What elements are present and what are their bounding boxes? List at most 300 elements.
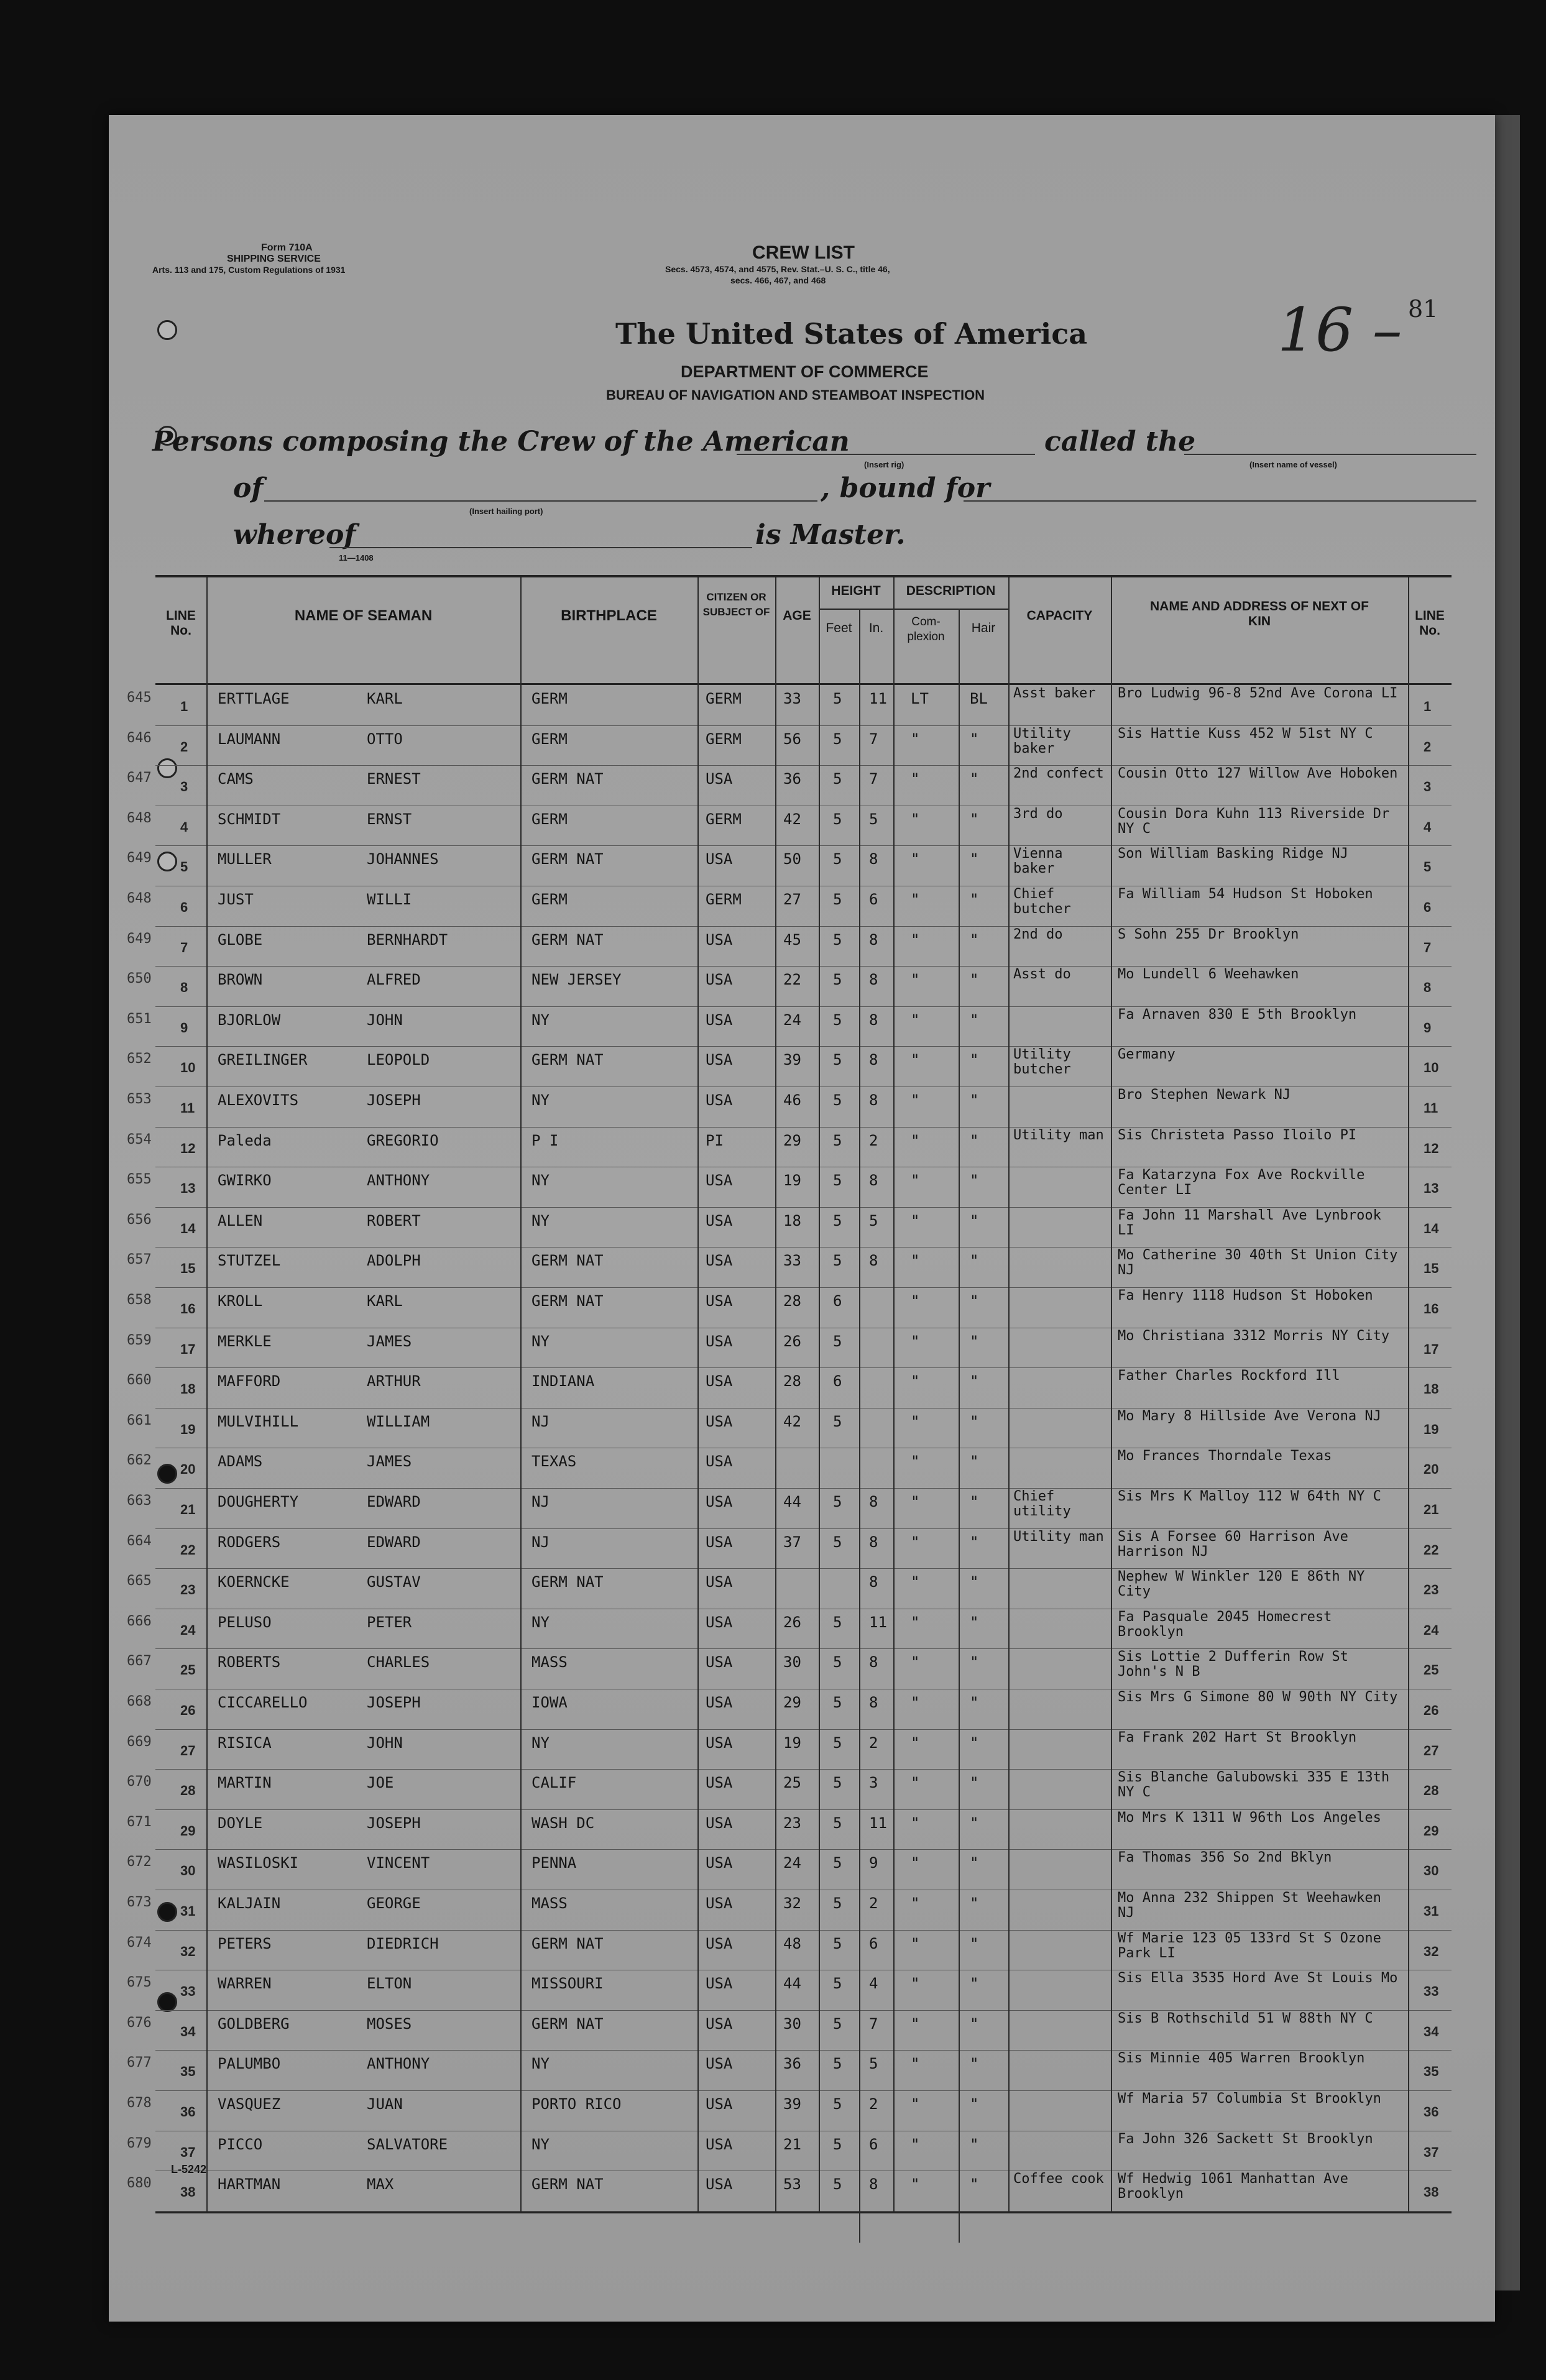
line-number: 35 xyxy=(180,2064,196,2080)
next-of-kin: Sis A Forsee 60 Harrison Ave Harrison NJ xyxy=(1118,1528,1348,1560)
next-of-kin: Fa Arnaven 830 E 5th Brooklyn xyxy=(1118,1006,1357,1022)
ledger-number: 651 xyxy=(127,1011,152,1027)
line-number-right: 11 xyxy=(1424,1100,1438,1116)
age: 32 xyxy=(783,1895,801,1912)
height-feet: 5 xyxy=(833,1975,842,1993)
birthplace: NY xyxy=(531,2135,550,2153)
citizenship: USA xyxy=(706,2015,733,2033)
citizenship: USA xyxy=(706,2176,733,2194)
citizenship: USA xyxy=(706,1493,733,1510)
table-row xyxy=(127,1568,1452,1609)
hair: " xyxy=(970,810,979,828)
master-blank xyxy=(329,547,752,548)
capacity: Chief utility xyxy=(1013,1489,1071,1519)
table-row xyxy=(127,1809,1452,1850)
line-number: 10 xyxy=(180,1060,196,1076)
height-feet: 5 xyxy=(833,971,842,989)
table-row xyxy=(127,966,1452,1007)
complexion: " xyxy=(911,1131,920,1149)
line-number: 27 xyxy=(180,1742,196,1758)
height-inches: 8 xyxy=(869,971,878,989)
ledger-number: 675 xyxy=(127,1975,152,1991)
hair: " xyxy=(970,2015,979,2033)
line-number-right: 7 xyxy=(1424,939,1432,955)
ledger-number: 662 xyxy=(127,1453,152,1469)
next-of-kin: Bro Ludwig 96-8 52nd Ave Corona LI xyxy=(1118,686,1398,701)
line-number-right: 21 xyxy=(1424,1502,1439,1517)
height-feet: 5 xyxy=(833,1774,842,1792)
crew-line-2a: of xyxy=(233,472,264,504)
seaman-given-name: GEORGE xyxy=(367,1895,421,1912)
header-age: AGE xyxy=(783,609,811,623)
table-row xyxy=(127,1247,1452,1288)
complexion: " xyxy=(911,1011,920,1029)
table-row xyxy=(127,2010,1452,2051)
seaman-given-name: GUSTAV xyxy=(367,1573,421,1591)
handwritten-page-number: 16 – xyxy=(1277,295,1402,365)
citizenship: USA xyxy=(706,1292,733,1310)
seaman-surname: WARREN xyxy=(218,1975,272,1993)
hair: " xyxy=(970,2095,979,2113)
complexion: " xyxy=(911,730,920,748)
next-of-kin: Sis Minnie 405 Warren Brooklyn xyxy=(1118,2051,1365,2067)
complexion: " xyxy=(911,1734,920,1752)
citizenship: GERM xyxy=(706,690,742,707)
age: 48 xyxy=(783,1934,801,1952)
height-inches: 4 xyxy=(869,1975,878,1993)
hair: " xyxy=(970,2135,979,2153)
table-row xyxy=(127,1087,1452,1128)
citizenship: USA xyxy=(706,1412,733,1430)
ledger-number: 659 xyxy=(127,1332,152,1348)
seaman-given-name: MAX xyxy=(367,2176,394,2194)
hair: " xyxy=(970,1453,979,1471)
seaman-surname: SCHMIDT xyxy=(218,810,281,828)
complexion: " xyxy=(911,1613,920,1631)
seaman-given-name: PETER xyxy=(367,1613,412,1631)
seaman-given-name: ANTHONY xyxy=(367,1172,430,1190)
line-number: 5 xyxy=(180,859,188,875)
hair: " xyxy=(970,1895,979,1912)
seaman-surname: KROLL xyxy=(218,1292,263,1310)
seaman-surname: ALLEN xyxy=(218,1211,263,1229)
complexion: " xyxy=(911,1854,920,1872)
complexion: " xyxy=(911,1453,920,1471)
insert-vessel-note: (Insert name of vessel) xyxy=(1249,460,1337,469)
capacity: Asst do xyxy=(1013,967,1071,983)
age: 45 xyxy=(783,930,801,949)
height-inches: 11 xyxy=(869,1814,887,1832)
age: 29 xyxy=(783,1131,801,1149)
seaman-given-name: KARL xyxy=(367,1292,403,1310)
line-number: 4 xyxy=(180,819,188,835)
header-description: DESCRIPTION xyxy=(906,584,996,598)
birthplace: IOWA xyxy=(531,1694,568,1711)
seaman-given-name: OTTO xyxy=(367,730,403,748)
age: 39 xyxy=(783,1051,801,1069)
next-of-kin: Sis Blanche Galubowski 335 E 13th NY C xyxy=(1118,1770,1390,1801)
height-inches: 9 xyxy=(869,1854,878,1872)
citizenship: USA xyxy=(706,850,733,868)
hair: " xyxy=(970,1211,979,1229)
height-feet: 5 xyxy=(833,2015,842,2033)
table-row xyxy=(127,2050,1452,2091)
line-number: 23 xyxy=(180,1582,196,1598)
height-inches: 2 xyxy=(869,1895,878,1912)
insert-port-note: (Insert hailing port) xyxy=(469,507,543,516)
citizenship: USA xyxy=(706,1172,733,1190)
seaman-surname: PELUSO xyxy=(218,1613,272,1631)
height-inches: 8 xyxy=(869,1252,878,1270)
age: 30 xyxy=(783,1653,801,1671)
hair: " xyxy=(970,1252,979,1270)
seaman-surname: ERTTLAGE xyxy=(218,690,290,707)
complexion: " xyxy=(911,1814,920,1832)
hair: " xyxy=(970,1734,979,1752)
header-next-of-kin: NAME AND ADDRESS OF NEXT OF KIN xyxy=(1150,599,1369,628)
age: 56 xyxy=(783,730,801,748)
seaman-surname: BJORLOW xyxy=(218,1011,281,1029)
line-number-right: 22 xyxy=(1424,1541,1439,1558)
ledger-number: 646 xyxy=(127,730,152,746)
table-row xyxy=(127,1609,1452,1650)
line-number-right: 35 xyxy=(1424,2064,1439,2080)
birthplace: TEXAS xyxy=(531,1453,577,1471)
subheader-rule xyxy=(819,609,1008,610)
hair: " xyxy=(970,1493,979,1510)
citizenship: GERM xyxy=(706,891,742,908)
seaman-surname: RISICA xyxy=(218,1734,272,1752)
line-number-right: 9 xyxy=(1424,1019,1432,1036)
line-number-right: 5 xyxy=(1424,859,1432,875)
height-inches: 5 xyxy=(869,2055,878,2073)
seaman-surname: MARTIN xyxy=(218,1774,272,1792)
ledger-number: 655 xyxy=(127,1172,152,1188)
hair: " xyxy=(970,1172,979,1190)
hair: " xyxy=(970,1131,979,1149)
height-feet: 5 xyxy=(833,1934,842,1952)
next-of-kin: Fa John 326 Sackett St Brooklyn xyxy=(1118,2131,1373,2147)
form-regs: Arts. 113 and 175, Custom Regulations of 1931 xyxy=(152,265,346,275)
line-number: 21 xyxy=(180,1502,196,1517)
next-of-kin: Mo Christiana 3312 Morris NY City xyxy=(1118,1328,1390,1344)
height-feet: 5 xyxy=(833,2176,842,2194)
citizenship: USA xyxy=(706,1814,733,1832)
line-number: 7 xyxy=(180,939,188,955)
line-number: 33 xyxy=(180,1983,196,2000)
hair: " xyxy=(970,2055,979,2073)
hair: " xyxy=(970,1653,979,1671)
birthplace: NY xyxy=(531,1734,550,1752)
birthplace: GERM xyxy=(531,690,568,707)
seaman-surname: MULVIHILL xyxy=(218,1412,299,1430)
height-feet: 5 xyxy=(833,1653,842,1671)
height-feet: 5 xyxy=(833,690,842,707)
next-of-kin: Fa Henry 1118 Hudson St Hoboken xyxy=(1118,1288,1373,1303)
line-number: 20 xyxy=(180,1461,196,1477)
citizenship: USA xyxy=(706,1653,733,1671)
seaman-surname: Paleda xyxy=(218,1131,272,1149)
hair: " xyxy=(970,1694,979,1711)
ledger-number: 649 xyxy=(127,930,152,947)
ledger-number: 648 xyxy=(127,891,152,906)
next-of-kin: S Sohn 255 Dr Brooklyn xyxy=(1118,926,1299,942)
form-service: SHIPPING SERVICE xyxy=(227,254,321,264)
line-number-right: 24 xyxy=(1424,1622,1439,1638)
age: 28 xyxy=(783,1292,801,1310)
next-of-kin: Mo Frances Thorndale Texas xyxy=(1118,1448,1332,1464)
birthplace: GERM NAT xyxy=(531,1934,604,1952)
line-number: 36 xyxy=(180,2104,196,2120)
complexion: " xyxy=(911,1252,920,1270)
line-number-right: 26 xyxy=(1424,1702,1439,1718)
header-height: HEIGHT xyxy=(831,584,881,598)
line-number: 16 xyxy=(180,1301,196,1316)
table-row xyxy=(127,1328,1452,1369)
seaman-surname: STUTZEL xyxy=(218,1252,281,1270)
line-number: 6 xyxy=(180,899,188,915)
hair: " xyxy=(970,1854,979,1872)
line-number: 19 xyxy=(180,1421,196,1437)
age: 29 xyxy=(783,1694,801,1711)
seaman-given-name: JOHN xyxy=(367,1734,403,1752)
line-number: 15 xyxy=(180,1261,196,1277)
seaman-surname: PETERS xyxy=(218,1934,272,1952)
header-name: NAME OF SEAMAN xyxy=(294,607,433,624)
height-inches: 8 xyxy=(869,1653,878,1671)
ledger-number: 658 xyxy=(127,1292,152,1308)
birthplace: GERM xyxy=(531,891,568,908)
height-feet: 5 xyxy=(833,1172,842,1190)
hair: " xyxy=(970,1573,979,1591)
birthplace: PORTO RICO xyxy=(531,2095,622,2113)
line-number-right: 19 xyxy=(1424,1421,1439,1437)
table-row xyxy=(127,1970,1452,2011)
birthplace: GERM NAT xyxy=(531,1051,604,1069)
line-number-right: 29 xyxy=(1424,1822,1439,1839)
birthplace: MASS xyxy=(531,1895,568,1912)
line-number: 37 xyxy=(180,2144,196,2160)
table-row xyxy=(127,1046,1452,1087)
age: 24 xyxy=(783,1011,801,1029)
hair: " xyxy=(970,1332,979,1350)
capacity: Chief butcher xyxy=(1013,886,1071,917)
citizenship: USA xyxy=(706,1211,733,1229)
birthplace: WASH DC xyxy=(531,1814,595,1832)
citizenship: USA xyxy=(706,1453,733,1471)
stamped-number: 81 xyxy=(1408,295,1438,323)
line-number-right: 25 xyxy=(1424,1662,1439,1678)
seaman-surname: GOLDBERG xyxy=(218,2015,290,2033)
seaman-given-name: ROBERT xyxy=(367,1211,421,1229)
citizenship: USA xyxy=(706,1051,733,1069)
birthplace: GERM xyxy=(531,730,568,748)
next-of-kin: Fa William 54 Hudson St Hoboken xyxy=(1118,886,1373,902)
ledger-number: 657 xyxy=(127,1252,152,1268)
birthplace: GERM NAT xyxy=(531,770,604,788)
table-row xyxy=(127,685,1452,726)
line-number: 32 xyxy=(180,1943,196,1959)
birthplace: NY xyxy=(531,1011,550,1029)
hair: " xyxy=(970,730,979,748)
seaman-surname: PALUMBO xyxy=(218,2055,281,2073)
hair: " xyxy=(970,930,979,949)
next-of-kin: Sis B Rothschild 51 W 88th NY C xyxy=(1118,2010,1373,2026)
table-row xyxy=(127,1849,1452,1890)
height-feet: 5 xyxy=(833,1694,842,1711)
height-feet: 5 xyxy=(833,770,842,788)
age: 44 xyxy=(783,1493,801,1510)
vessel-blank xyxy=(1184,454,1476,455)
height-inches: 8 xyxy=(869,1533,878,1551)
height-feet: 5 xyxy=(833,730,842,748)
height-feet: 5 xyxy=(833,2055,842,2073)
line-number: 2 xyxy=(180,738,188,755)
next-of-kin: Sis Mrs G Simone 80 W 90th NY City xyxy=(1118,1689,1398,1705)
complexion: " xyxy=(911,1774,920,1792)
ledger-number: 650 xyxy=(127,971,152,987)
birthplace: P I xyxy=(531,1131,559,1149)
age: 19 xyxy=(783,1172,801,1190)
height-feet: 5 xyxy=(833,1252,842,1270)
seaman-surname: CICCARELLO xyxy=(218,1694,308,1711)
complexion: " xyxy=(911,2055,920,2073)
height-inches: 8 xyxy=(869,1011,878,1029)
table-row xyxy=(127,1729,1452,1770)
height-feet: 5 xyxy=(833,1493,842,1510)
height-feet: 5 xyxy=(833,1734,842,1752)
birthplace: GERM NAT xyxy=(531,930,604,949)
seaman-given-name: JUAN xyxy=(367,2095,403,2113)
height-feet: 5 xyxy=(833,2095,842,2113)
line-number-right: 10 xyxy=(1424,1060,1439,1076)
table-row xyxy=(127,1207,1452,1248)
height-feet: 5 xyxy=(833,1051,842,1069)
height-inches: 5 xyxy=(869,810,878,828)
seaman-given-name: JOSEPH xyxy=(367,1814,421,1832)
header-line-no: LINE No. xyxy=(166,609,196,638)
complexion: LT xyxy=(911,690,929,707)
birthplace: GERM NAT xyxy=(531,850,604,868)
age: 26 xyxy=(783,1613,801,1631)
seaman-given-name: JOHN xyxy=(367,1011,403,1029)
seaman-surname: BROWN xyxy=(218,971,263,989)
line-number-right: 12 xyxy=(1424,1140,1439,1156)
next-of-kin: Sis Ella 3535 Hord Ave St Louis Mo xyxy=(1118,1970,1398,1987)
next-of-kin: Mo Anna 232 Shippen St Weehawken NJ xyxy=(1118,1890,1381,1921)
crew-line-3b: is Master. xyxy=(755,519,906,551)
seaman-surname: LAUMANN xyxy=(218,730,281,748)
height-inches: 5 xyxy=(869,1211,878,1229)
line-number-right: 4 xyxy=(1424,819,1432,835)
next-of-kin: Son William Basking Ridge NJ xyxy=(1118,846,1348,862)
hair: " xyxy=(970,850,979,868)
line-number-right: 17 xyxy=(1424,1341,1439,1357)
height-inches: 7 xyxy=(869,770,878,788)
ledger-number: 669 xyxy=(127,1734,152,1750)
ledger-number: 652 xyxy=(127,1051,152,1067)
seaman-given-name: ANTHONY xyxy=(367,2055,430,2073)
seaman-surname: MULLER xyxy=(218,850,272,868)
birthplace: GERM NAT xyxy=(531,2176,604,2194)
birthplace: GERM NAT xyxy=(531,2015,604,2033)
complexion: " xyxy=(911,2176,920,2194)
birthplace: NJ xyxy=(531,1412,550,1430)
height-feet: 5 xyxy=(833,1332,842,1350)
paper-edge-shadow xyxy=(1495,115,1520,2290)
line-number-right: 1 xyxy=(1424,699,1432,714)
age: 46 xyxy=(783,1091,801,1109)
hair: " xyxy=(970,2176,979,2194)
citizenship: USA xyxy=(706,1613,733,1631)
table-row xyxy=(127,845,1452,886)
citizenship: USA xyxy=(706,971,733,989)
ledger-number: 665 xyxy=(127,1573,152,1589)
header-birthplace: BIRTHPLACE xyxy=(561,607,657,624)
height-inches: 6 xyxy=(869,891,878,908)
height-inches: 8 xyxy=(869,1573,878,1591)
complexion: " xyxy=(911,1292,920,1310)
age: 44 xyxy=(783,1975,801,1993)
height-feet: 5 xyxy=(833,2135,842,2153)
hair: " xyxy=(970,1372,979,1390)
line-number-right: 27 xyxy=(1424,1742,1439,1758)
seaman-given-name: ALFRED xyxy=(367,971,421,989)
line-number-right: 2 xyxy=(1424,738,1432,755)
complexion: " xyxy=(911,1694,920,1711)
ledger-number: 666 xyxy=(127,1613,152,1629)
citizenship: USA xyxy=(706,1252,733,1270)
next-of-kin: Germany xyxy=(1118,1047,1176,1063)
complexion: " xyxy=(911,1172,920,1190)
line-number: 25 xyxy=(180,1662,196,1678)
next-of-kin: Wf Maria 57 Columbia St Brooklyn xyxy=(1118,2091,1381,2107)
seaman-surname: CAMS xyxy=(218,770,254,788)
citizenship: USA xyxy=(706,2055,733,2073)
height-feet: 5 xyxy=(833,1011,842,1029)
line-number-right: 16 xyxy=(1424,1301,1439,1316)
seaman-surname: WASILOSKI xyxy=(218,1854,299,1872)
birthplace: MISSOURI xyxy=(531,1975,604,1993)
complexion: " xyxy=(911,2135,920,2153)
birthplace: INDIANA xyxy=(531,1372,595,1390)
seaman-surname: GLOBE xyxy=(218,930,263,949)
seaman-surname: DOYLE xyxy=(218,1814,263,1832)
birthplace: MASS xyxy=(531,1653,568,1671)
line-number: 34 xyxy=(180,2023,196,2039)
citizenship: USA xyxy=(706,1734,733,1752)
hair: " xyxy=(970,1292,979,1310)
next-of-kin: Sis Hattie Kuss 452 W 51st NY C xyxy=(1118,725,1373,742)
next-of-kin: Cousin Otto 127 Willow Ave Hoboken xyxy=(1118,766,1398,782)
hair: " xyxy=(970,770,979,788)
next-of-kin: Mo Catherine 30 40th St Union City NJ xyxy=(1118,1247,1398,1279)
birthplace: NY xyxy=(531,1091,550,1109)
line-number: 18 xyxy=(180,1381,196,1397)
next-of-kin: Fa Pasquale 2045 Homecrest Brooklyn xyxy=(1118,1609,1332,1640)
height-inches: 8 xyxy=(869,850,878,868)
age: 39 xyxy=(783,2095,801,2113)
line-number: 17 xyxy=(180,1341,196,1357)
line-number-right: 8 xyxy=(1424,980,1432,996)
header-complexion: Com-plexion xyxy=(907,615,945,643)
seaman-given-name: SALVATORE xyxy=(367,2135,448,2153)
hair: " xyxy=(970,1011,979,1029)
birthplace: NY xyxy=(531,1613,550,1631)
form-code: 11—1408 xyxy=(339,553,374,563)
capacity: 3rd do xyxy=(1013,806,1063,822)
seaman-surname: ROBERTS xyxy=(218,1653,281,1671)
